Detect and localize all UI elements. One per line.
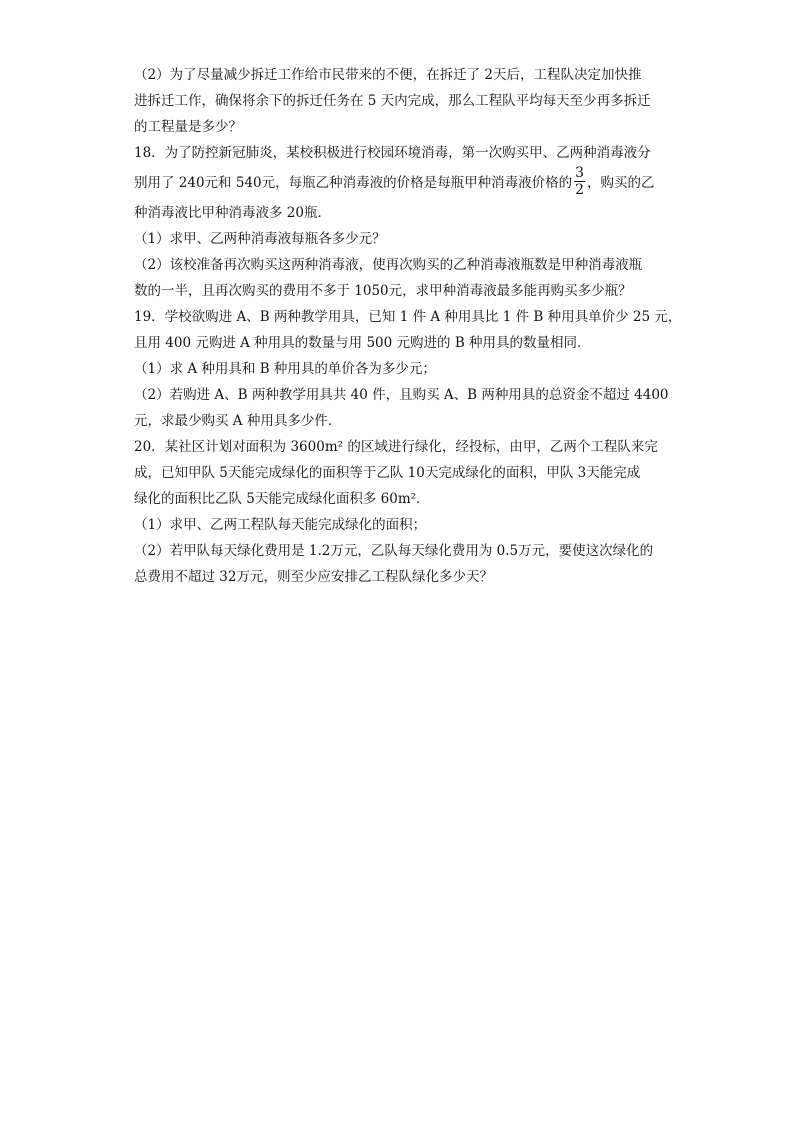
q20-part1: （1）求甲、乙两工程队每天能完成绿化的面积；	[134, 517, 427, 533]
q19-part1: （1）求 A 种用具和 B 种用具的单价各为多少元；	[134, 361, 436, 377]
q20-part2-line-1: （2）若甲队每天绿化费用是 1.2万元，乙队每天绿化费用为 0.5万元，要使这次绿化的	[134, 543, 654, 559]
document-page	[134, 62, 682, 590]
q18-line-3: 种消毒液比甲种消毒液多 20瓶．	[134, 205, 331, 221]
q18-part2-line-1: （2）该校准备再次购买这两种消毒液，使再次购买的乙种消毒液瓶数是甲种消毒液瓶	[134, 257, 643, 273]
q18-line-2-text-a: 别用了 240元和 540元，每瓶乙种消毒液的价格是每瓶甲种消毒液价格的	[134, 175, 573, 191]
q18-line-2-text-b: ，购买的乙	[587, 175, 655, 191]
q18-part2-line-2: 数的一半，且再次购买的费用不多于 1050元，求甲种消毒液最多能再购买多少瓶？	[134, 283, 632, 299]
q20-line-1: 20．某社区计划对面积为 3600m² 的区域进行绿化，经投标，由甲，乙两个工程队来完	[134, 439, 658, 455]
fraction-three-halves	[574, 165, 585, 198]
fraction-denominator: 2	[575, 182, 585, 198]
q20-part2-line-2: 总费用不超过 32万元，则至少应安排乙工程队绿化多少天？	[134, 569, 493, 585]
q19-line-1: 19．学校欲购进 A、B 两种教学用具，已知 1 件 A 种用具比 1 件 B 种用具单价少 25 元，	[134, 309, 682, 325]
q18-line-1: 18．为了防控新冠肺炎，某校积极进行校园环境消毒，第一次购买甲、乙两种消毒液分	[134, 145, 651, 161]
q20-line-3: 绿化的面积比乙队 5天能完成绿化面积多 60m²．	[134, 491, 430, 507]
q17-part2-line-3: 的工程量是多少？	[134, 119, 242, 135]
q17-part2-line-1: （2）为了尽量减少拆迁工作给市民带来的不便，在拆迁了 2天后，工程队决定加快推	[134, 67, 642, 83]
q19-part2-line-1: （2）若购进 A、B 两种教学用具共 40 件，且购买 A、B 两种用具的总资金不超过 4400	[134, 387, 669, 403]
q18-part1: （1）求甲、乙两种消毒液每瓶各多少元？	[134, 231, 386, 247]
q20-line-2: 成，已知甲队 5天能完成绿化的面积等于乙队 10天完成绿化的面积，甲队 3天能完成	[134, 465, 641, 481]
q19-part2-line-2: 元，求最少购买 A 种用具多少件．	[134, 413, 342, 429]
q19-line-2: 且用 400 元购进 A 种用具的数量与用 500 元购进的 B 种用具的数量相同．	[134, 335, 591, 351]
q18-line-2	[134, 166, 664, 200]
q17-part2-line-2: 进拆迁工作，确保将余下的拆迁任务在 5 天内完成，那么工程队平均每天至少再多拆迁	[134, 93, 651, 109]
fraction-numerator: 3	[575, 165, 585, 181]
